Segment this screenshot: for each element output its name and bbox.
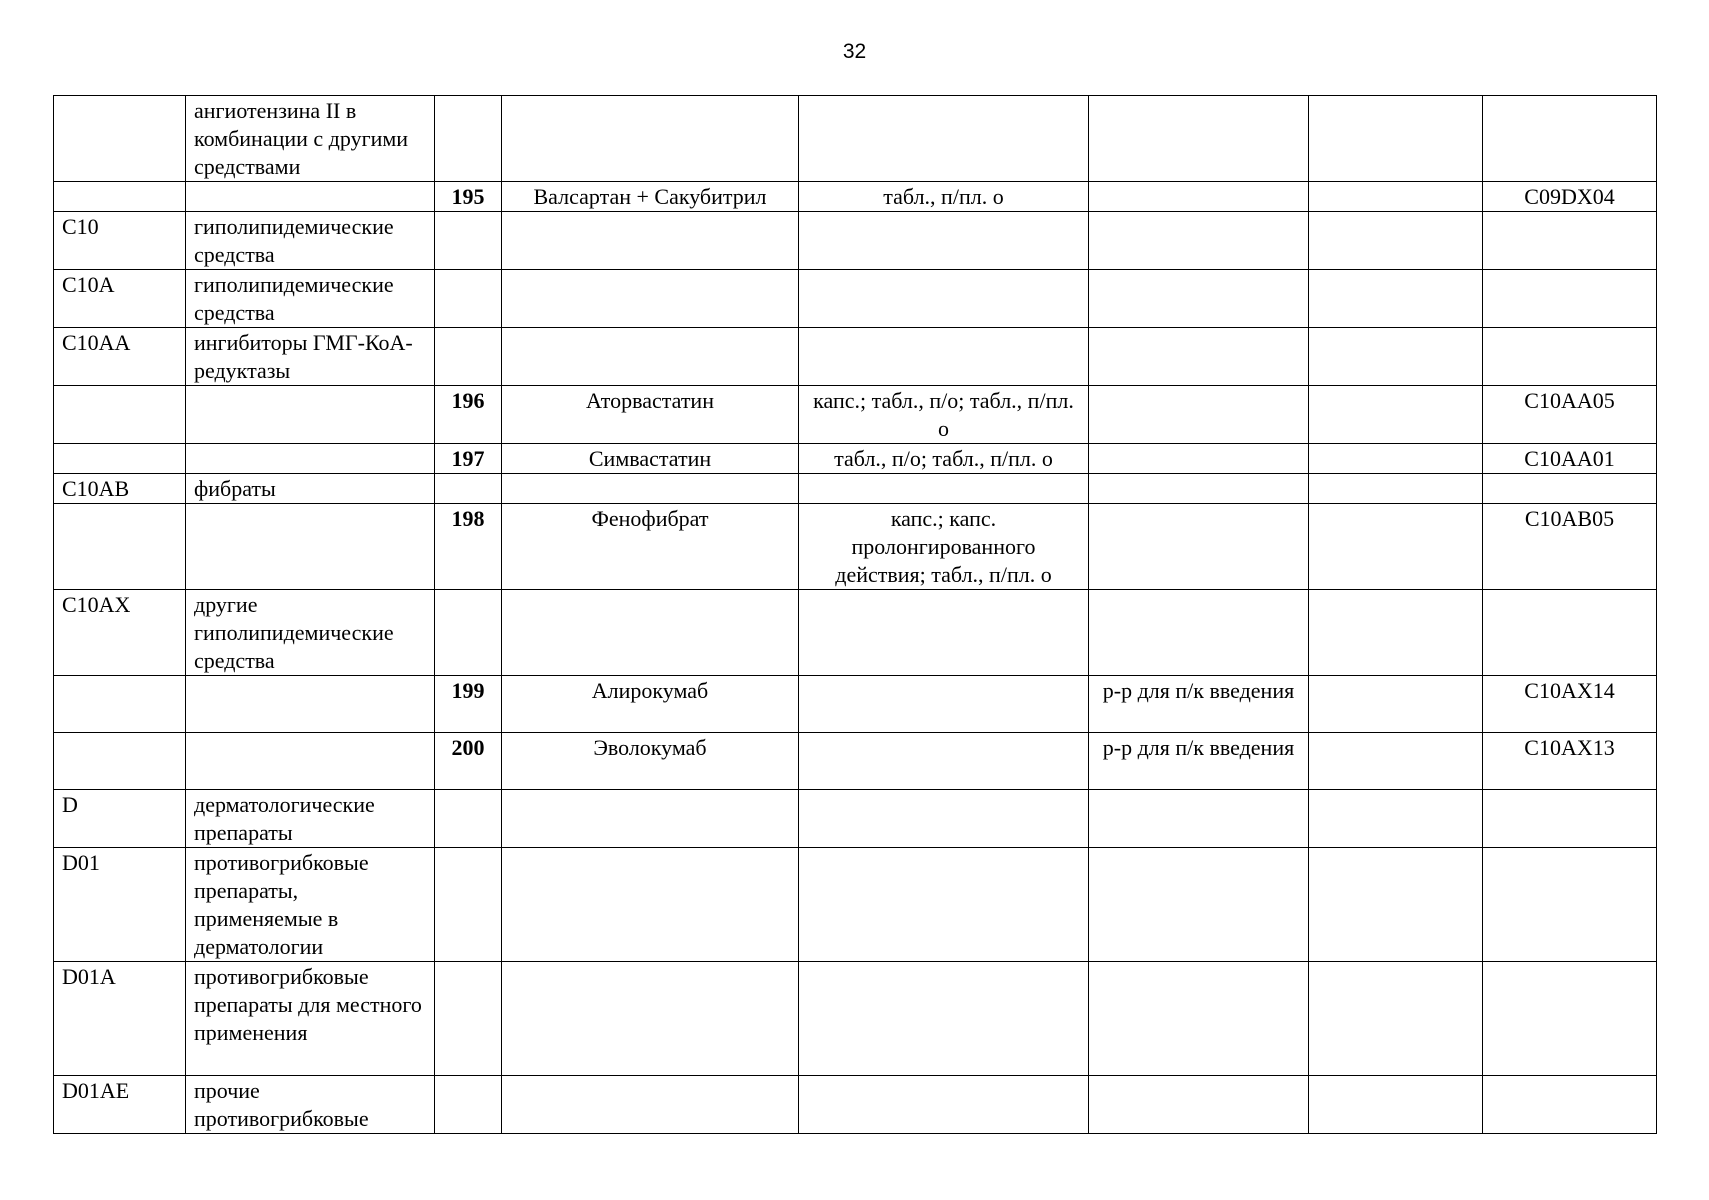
- drug-list-table: [53, 95, 1657, 1134]
- dosage-form-extra-cell: [1089, 848, 1309, 962]
- dosage-form-extra-cell: р-р для п/к введения: [1089, 676, 1309, 733]
- atx-code-cell: [54, 504, 186, 590]
- drug-name-cell: Аторвастатин: [502, 386, 799, 444]
- dosage-form-cell: [799, 474, 1089, 504]
- empty-cell: [1309, 504, 1483, 590]
- dosage-form-extra-cell: [1089, 790, 1309, 848]
- atx-code-cell: C10AA: [54, 328, 186, 386]
- drug-code-cell: C10AA05: [1483, 386, 1657, 444]
- drug-code-cell: [1483, 790, 1657, 848]
- group-name-cell: ангиотензина II в комбинации с другими средствами: [186, 96, 435, 182]
- atx-code-cell: [54, 96, 186, 182]
- drug-code-cell: C10AA01: [1483, 444, 1657, 474]
- atx-code-cell: [54, 182, 186, 212]
- table-body: [54, 96, 1657, 1134]
- empty-cell: [1309, 96, 1483, 182]
- drug-name-cell: Фенофибрат: [502, 504, 799, 590]
- group-name-cell: гиполипидемические средства: [186, 212, 435, 270]
- drug-name-cell: Симвастатин: [502, 444, 799, 474]
- drug-code-cell: C10AX13: [1483, 733, 1657, 790]
- empty-cell: [1309, 790, 1483, 848]
- empty-cell: [1309, 386, 1483, 444]
- dosage-form-cell: [799, 733, 1089, 790]
- row-number-cell: [435, 848, 502, 962]
- table-row: [54, 212, 1657, 270]
- drug-name-cell: [502, 590, 799, 676]
- table-row: [54, 590, 1657, 676]
- empty-cell: [1309, 474, 1483, 504]
- table-row: [54, 328, 1657, 386]
- empty-cell: [1309, 270, 1483, 328]
- drug-name-cell: Алирокумаб: [502, 676, 799, 733]
- dosage-form-extra-cell: [1089, 962, 1309, 1076]
- table-row: [54, 270, 1657, 328]
- dosage-form-cell: табл., п/пл. о: [799, 182, 1089, 212]
- dosage-form-extra-cell: [1089, 444, 1309, 474]
- empty-cell: [1309, 212, 1483, 270]
- drug-name-cell: [502, 270, 799, 328]
- row-number-cell: [435, 1076, 502, 1134]
- empty-cell: [1309, 444, 1483, 474]
- drug-name-cell: Валсартан + Сакубитрил: [502, 182, 799, 212]
- group-name-cell: прочие противогрибковые: [186, 1076, 435, 1134]
- group-name-cell: [186, 676, 435, 733]
- dosage-form-extra-cell: [1089, 386, 1309, 444]
- row-number-cell: 198: [435, 504, 502, 590]
- drug-name-cell: [502, 790, 799, 848]
- empty-cell: [1309, 848, 1483, 962]
- group-name-cell: ингибиторы ГМГ-КоА-редуктазы: [186, 328, 435, 386]
- drug-code-cell: [1483, 270, 1657, 328]
- dosage-form-extra-cell: [1089, 1076, 1309, 1134]
- group-name-cell: дерматологические препараты: [186, 790, 435, 848]
- empty-cell: [1309, 1076, 1483, 1134]
- empty-cell: [1309, 328, 1483, 386]
- dosage-form-cell: [799, 212, 1089, 270]
- dosage-form-extra-cell: [1089, 504, 1309, 590]
- table-row: [54, 962, 1657, 1076]
- atx-code-cell: D: [54, 790, 186, 848]
- drug-code-cell: C10AX14: [1483, 676, 1657, 733]
- row-number-cell: 195: [435, 182, 502, 212]
- dosage-form-cell: [799, 328, 1089, 386]
- drug-name-cell: [502, 212, 799, 270]
- row-number-cell: [435, 962, 502, 1076]
- group-name-cell: другие гиполипидемические средства: [186, 590, 435, 676]
- drug-name-cell: Эволокумаб: [502, 733, 799, 790]
- drug-name-cell: [502, 96, 799, 182]
- empty-cell: [1309, 182, 1483, 212]
- row-number-cell: 200: [435, 733, 502, 790]
- dosage-form-cell: [799, 96, 1089, 182]
- atx-code-cell: C10: [54, 212, 186, 270]
- group-name-cell: [186, 733, 435, 790]
- dosage-form-extra-cell: [1089, 96, 1309, 182]
- atx-code-cell: D01A: [54, 962, 186, 1076]
- table-row: [54, 790, 1657, 848]
- drug-code-cell: [1483, 962, 1657, 1076]
- dosage-form-cell: капс.; капс. пролонгированного действия; табл., п/пл. о: [799, 504, 1089, 590]
- dosage-form-cell: [799, 676, 1089, 733]
- table-row: [54, 676, 1657, 733]
- atx-code-cell: C10A: [54, 270, 186, 328]
- dosage-form-extra-cell: [1089, 474, 1309, 504]
- drug-name-cell: [502, 848, 799, 962]
- dosage-form-cell: [799, 1076, 1089, 1134]
- row-number-cell: [435, 474, 502, 504]
- dosage-form-cell: [799, 270, 1089, 328]
- atx-code-cell: C10AB: [54, 474, 186, 504]
- atx-code-cell: D01: [54, 848, 186, 962]
- drug-code-cell: [1483, 590, 1657, 676]
- dosage-form-extra-cell: [1089, 270, 1309, 328]
- row-number-cell: 197: [435, 444, 502, 474]
- dosage-form-cell: [799, 590, 1089, 676]
- atx-code-cell: [54, 733, 186, 790]
- group-name-cell: [186, 386, 435, 444]
- group-name-cell: [186, 182, 435, 212]
- group-name-cell: [186, 444, 435, 474]
- table-row: [54, 182, 1657, 212]
- atx-code-cell: [54, 386, 186, 444]
- empty-cell: [1309, 590, 1483, 676]
- dosage-form-cell: [799, 790, 1089, 848]
- table-row: [54, 504, 1657, 590]
- drug-name-cell: [502, 962, 799, 1076]
- table-row: [54, 386, 1657, 444]
- atx-code-cell: [54, 676, 186, 733]
- drug-name-cell: [502, 474, 799, 504]
- atx-code-cell: [54, 444, 186, 474]
- drug-code-cell: [1483, 474, 1657, 504]
- row-number-cell: [435, 590, 502, 676]
- atx-code-cell: D01AE: [54, 1076, 186, 1134]
- drug-code-cell: [1483, 848, 1657, 962]
- group-name-cell: фибраты: [186, 474, 435, 504]
- row-number-cell: [435, 790, 502, 848]
- dosage-form-extra-cell: [1089, 590, 1309, 676]
- row-number-cell: 199: [435, 676, 502, 733]
- dosage-form-extra-cell: р-р для п/к введения: [1089, 733, 1309, 790]
- drug-name-cell: [502, 328, 799, 386]
- dosage-form-extra-cell: [1089, 182, 1309, 212]
- row-number-cell: [435, 328, 502, 386]
- group-name-cell: противогрибковые препараты для местного применения: [186, 962, 435, 1076]
- table-row: [54, 444, 1657, 474]
- empty-cell: [1309, 733, 1483, 790]
- drug-code-cell: [1483, 96, 1657, 182]
- table-row: [54, 96, 1657, 182]
- dosage-form-cell: капс.; табл., п/о; табл., п/пл. о: [799, 386, 1089, 444]
- drug-code-cell: C09DX04: [1483, 182, 1657, 212]
- row-number-cell: 196: [435, 386, 502, 444]
- drug-code-cell: [1483, 1076, 1657, 1134]
- empty-cell: [1309, 962, 1483, 1076]
- drug-code-cell: [1483, 212, 1657, 270]
- page-number: 32: [842, 40, 867, 63]
- group-name-cell: [186, 504, 435, 590]
- dosage-form-extra-cell: [1089, 212, 1309, 270]
- row-number-cell: [435, 96, 502, 182]
- dosage-form-extra-cell: [1089, 328, 1309, 386]
- drug-name-cell: [502, 1076, 799, 1134]
- dosage-form-cell: [799, 962, 1089, 1076]
- dosage-form-cell: [799, 848, 1089, 962]
- table-row: [54, 848, 1657, 962]
- table-row: [54, 1076, 1657, 1134]
- group-name-cell: противогрибковые препараты, применяемые в дерматологии: [186, 848, 435, 962]
- atx-code-cell: C10AX: [54, 590, 186, 676]
- dosage-form-cell: табл., п/о; табл., п/пл. о: [799, 444, 1089, 474]
- table-row: [54, 733, 1657, 790]
- group-name-cell: гиполипидемические средства: [186, 270, 435, 328]
- row-number-cell: [435, 270, 502, 328]
- row-number-cell: [435, 212, 502, 270]
- drug-code-cell: [1483, 328, 1657, 386]
- drug-code-cell: C10AB05: [1483, 504, 1657, 590]
- table-row: [54, 474, 1657, 504]
- empty-cell: [1309, 676, 1483, 733]
